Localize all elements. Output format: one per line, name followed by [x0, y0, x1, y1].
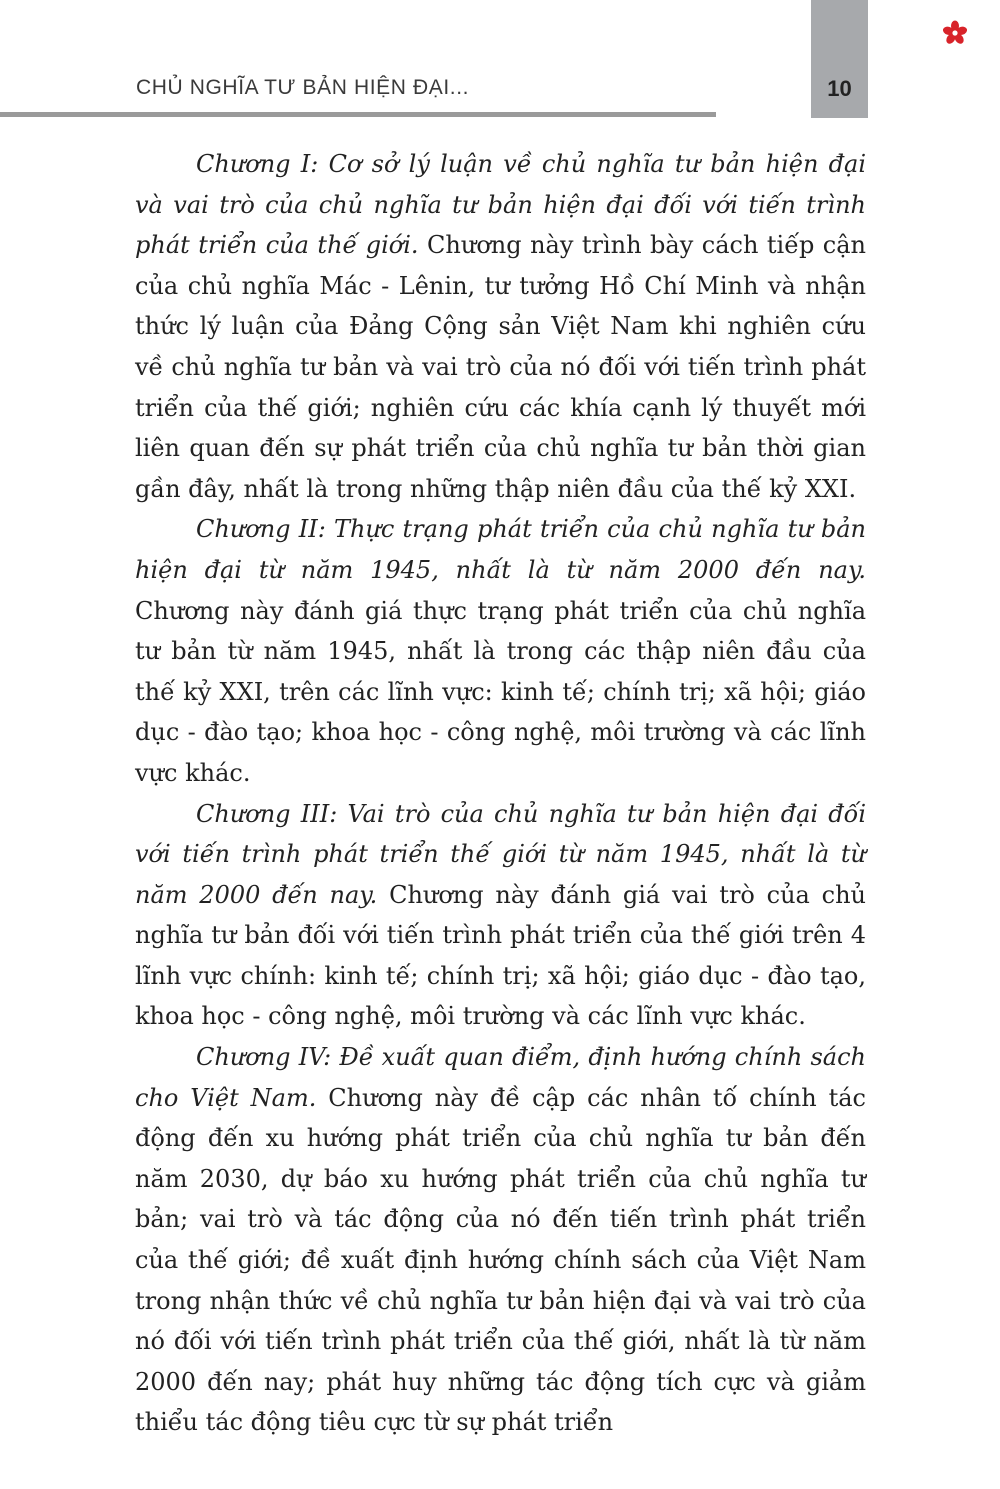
- body-text: [135, 144, 866, 1443]
- chapter-2-description: Chương này đánh giá thực trạng phát triển của chủ nghĩa tư bản từ năm 1945, nhất là trong các thập niên đầu của thế kỷ XXI, trên các lĩnh vực: kinh tế; chính trị; xã hội; giáo dục - đào tạo; khoa học - công nghệ, môi trường và các lĩnh vực khác.: [135, 596, 866, 787]
- chapter-4-paragraph: [135, 1037, 866, 1443]
- chapter-3-title: Chương III: Vai trò của chủ nghĩa tư bản hiện đại đối với tiến trình phát triển thế giới từ năm 1945, nhất là từ năm 2000 đến nay.: [135, 799, 866, 909]
- chapter-3-paragraph: [135, 794, 866, 1038]
- chapter-4-title: Chương IV: Đề xuất quan điểm, định hướng chính sách cho Việt Nam.: [135, 1043, 866, 1112]
- header-rule: [0, 112, 716, 117]
- running-header-title: CHỦ NGHĨA TƯ BẢN HIỆN ĐẠI...: [136, 76, 470, 99]
- chapter-1-title: Chương I: Cơ sở lý luận về chủ nghĩa tư bản hiện đại và vai trò của chủ nghĩa tư bản hiện đại đối với tiến trình phát triển của thế giới.: [135, 150, 866, 260]
- page-number-tab: [811, 0, 868, 118]
- chapter-3-description: Chương này đánh giá vai trò của chủ nghĩa tư bản đối với tiến trình phát triển của thế giới trên 4 lĩnh vực chính: kinh tế; chính trị; xã hội; giáo dục - đào tạo, khoa học - công nghệ, môi trường và các lĩnh vực khác.: [135, 880, 866, 1031]
- chapter-1-description: Chương này trình bày cách tiếp cận của chủ nghĩa Mác - Lênin, tư tưởng Hồ Chí Minh và nhận thức lý luận của Đảng Cộng sản Việt Nam khi nghiên cứu về chủ nghĩa tư bản và vai trò của nó đối với tiến trình phát triển của thế giới; nghiên cứu các khía cạnh lý thuyết mới liên quan đến sự phát triển của chủ nghĩa tư bản thời gian gần đây, nhất là trong những thập niên đầu của thế kỷ XXI.: [135, 231, 867, 503]
- flower-icon: [942, 20, 968, 46]
- chapter-2-title: Chương II: Thực trạng phát triển của chủ nghĩa tư bản hiện đại từ năm 1945, nhất là từ năm 2000 đến nay.: [135, 515, 866, 584]
- page-number: 10: [827, 76, 852, 101]
- chapter-1-paragraph: [135, 144, 866, 509]
- chapter-4-description: Chương này đề cập các nhân tố chính tác động đến xu hướng phát triển của chủ nghĩa tư bản đến năm 2030, dự báo xu hướng phát triển của chủ nghĩa tư bản; vai trò và tác động của nó đến tiến trình phát triển của thế giới; đề xuất định hướng chính sách của Việt Nam trong nhận thức về chủ nghĩa tư bản hiện đại và vai trò của nó đối với tiến trình phát triển của thế giới, nhất là từ năm 2000 đến nay; phát huy những tác động tích cực và giảm thiểu tác động tiêu cực từ sự phát triển: [135, 1083, 866, 1437]
- chapter-2-paragraph: [135, 509, 866, 793]
